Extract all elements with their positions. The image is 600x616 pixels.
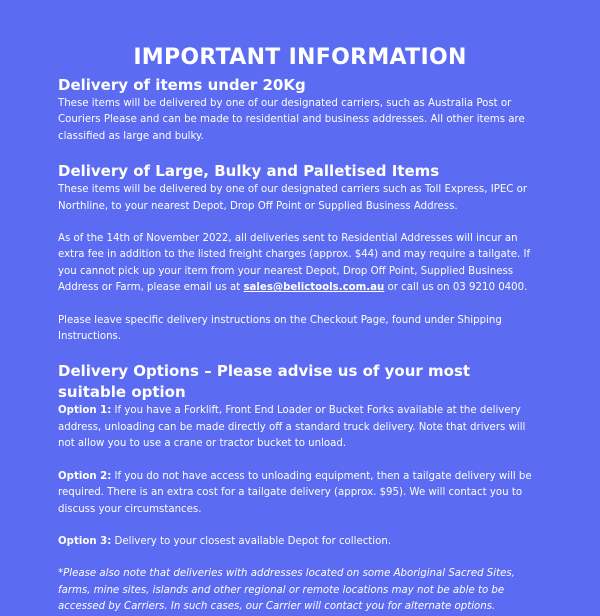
option-3-text: Delivery to your closest available Depot for collection. xyxy=(111,535,392,547)
option-3-paragraph xyxy=(58,534,542,550)
section-body-under-20kg: These items will be delivered by one of our designated carriers, such as Australia Post or Couriers Please and can be made to residential and business addresses. All other items are classified as large and bulky. xyxy=(58,98,525,142)
sales-email-link[interactable]: sales@belictools.com.au xyxy=(243,282,385,294)
section-heading-under-20kg: Delivery of items under 20Kg xyxy=(58,76,306,94)
option-2-label: Option 2: xyxy=(58,470,112,482)
section-heading-delivery-options: Delivery Options – Please advise us of your most suitable option xyxy=(58,362,471,402)
delivery-instructions-paragraph: Please leave specific delivery instructions on the Checkout Page, found under Shipping Instructions. xyxy=(58,314,502,343)
option-3-label: Option 3: xyxy=(58,535,112,547)
option-1-label: Option 1: xyxy=(58,405,112,417)
option-2-paragraph xyxy=(58,469,542,518)
phone-text: or call us on 03 9210 0400. xyxy=(384,282,528,294)
residential-fee-text: As of the 14th of November 2022, all deliveries sent to Residential Addresses will incur an extra fee in addition to the listed freight charges (approx. $44) and may require a tailgate. If you cannot pick up your item from your nearest Depot, Drop Off Point, Supplied Business Address or Farm, please email us at xyxy=(58,233,531,294)
residential-fee-paragraph xyxy=(58,231,542,297)
remote-locations-note: *Please also note that deliveries with addresses located on some Aboriginal Sacred Sites, farms, mine sites, islands and other regional or remote locations may not be able to be accessed by Carriers. In such cases, our Carrier will contact you for alternate options. xyxy=(58,568,515,613)
option-1-text: If you have a Forklift, Front End Loader or Bucket Forks available at the delivery address, unloading can be made directly off a standard truck delivery. Note that drivers will not allow you to use a crane or tractor bucket to unload. xyxy=(58,405,526,450)
section-heading-large-bulky: Delivery of Large, Bulky and Palletised Items xyxy=(58,162,440,181)
option-2-text: If you do not have access to unloading equipment, then a tailgate delivery will be required. There is an extra cost for a tailgate delivery (approx. $95). We will contact you to discuss your circumstances. xyxy=(58,470,532,515)
section-body-large-bulky: These items will be delivered by one of our designated carriers such as Toll Express, IPEC or Northline, to your nearest Depot, Drop Off Point or Supplied Business Address. xyxy=(58,184,528,212)
page-title: IMPORTANT INFORMATION xyxy=(133,45,467,70)
option-1-paragraph xyxy=(58,403,542,452)
